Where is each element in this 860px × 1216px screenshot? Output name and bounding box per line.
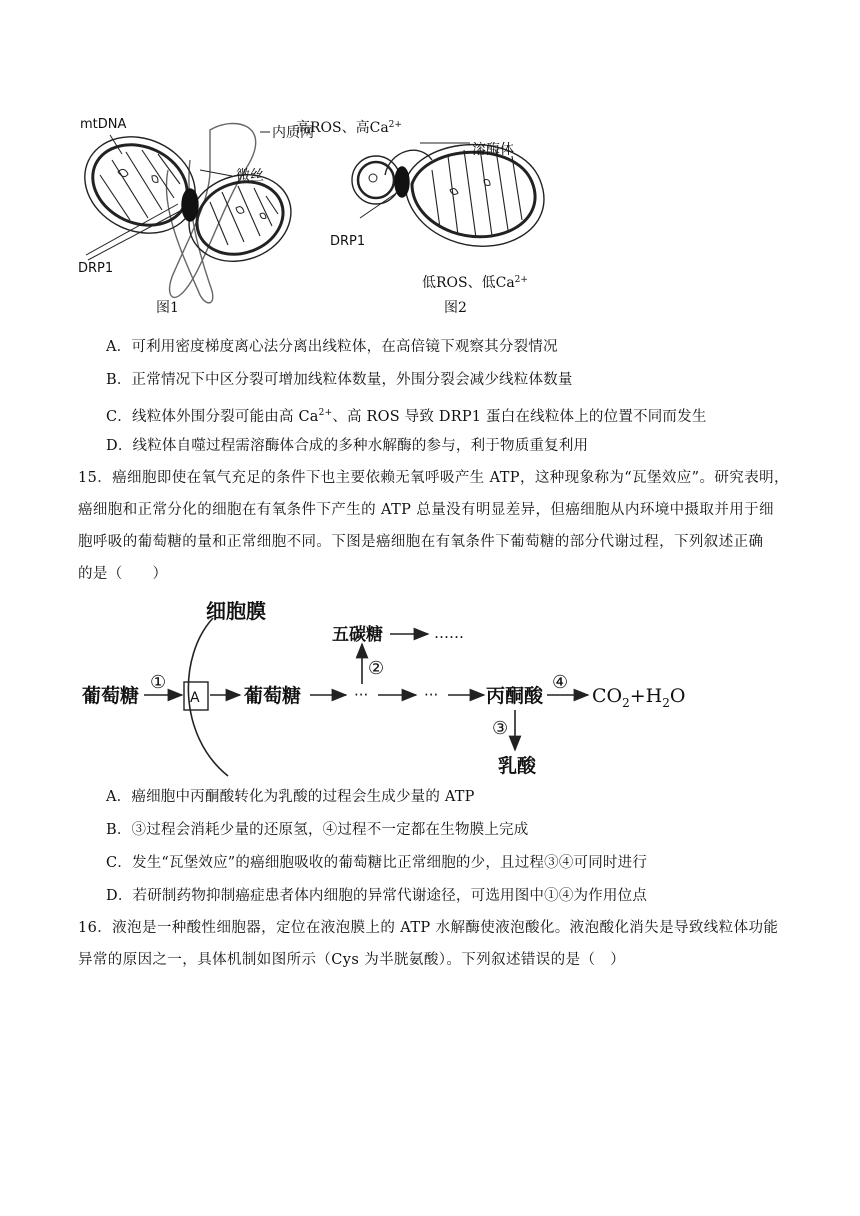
label-low-ros-ca: 低ROS、低$Ca^{2+}$ bbox=[422, 275, 528, 291]
q14-option-c bbox=[106, 403, 707, 427]
q15-stem-line: 癌细胞和正常分化的细胞在有氧条件下产生的 ATP 总量没有明显差异，但癌细胞从内环境中摄取并用于细 bbox=[78, 502, 774, 518]
q15-stem-line: 15．癌细胞即使在氧气充足的条件下也主要依赖无氧呼吸产生 ATP，这种现象称为“瓦堡效应”。研究表明， bbox=[78, 470, 789, 486]
co2-h2o-label: $CO_2+H_2O$ bbox=[592, 685, 686, 710]
q15-stem-line: 的是（ ） bbox=[78, 566, 168, 582]
q15-stem bbox=[78, 462, 789, 590]
q14-option-c-text-2: 、高 ROS 导致 DRP1 蛋白在线粒体上的位置不同而发生 bbox=[332, 408, 707, 425]
q14-option-c-text-1: C．线粒体外围分裂可能由高 Ca bbox=[106, 408, 319, 425]
q15-option-d: D．若研制药物抑制癌症患者体内细胞的异常代谢途径，可选用图中①④为作用位点 bbox=[106, 888, 648, 904]
figure-2-drawing bbox=[352, 143, 544, 246]
intermediate-dots-2: ··· bbox=[424, 686, 439, 704]
intermediate-dots-1: ··· bbox=[354, 686, 369, 704]
label-drp1-fig1: DRP1 bbox=[78, 261, 114, 276]
pentose-ellipsis: …… bbox=[434, 624, 464, 642]
label-mtdna: mtDNA bbox=[80, 117, 127, 132]
pentose-label: 五碳糖 bbox=[332, 625, 383, 645]
step-4-marker: ④ bbox=[552, 672, 569, 693]
step-1-marker: ① bbox=[150, 672, 167, 693]
intracellular-glucose-label: 葡萄糖 bbox=[244, 685, 302, 707]
q14-option-b: B．正常情况下中区分裂可增加线粒体数量，外围分裂会减少线粒体数量 bbox=[106, 372, 573, 388]
transporter-a-label: A bbox=[190, 690, 200, 706]
label-drp1-fig2: DRP1 bbox=[330, 234, 366, 249]
q14-option-c-superscript: 2+ bbox=[318, 408, 333, 418]
label-high-ros-ca: 高ROS、高$Ca^{2+}$ bbox=[296, 120, 402, 136]
label-lysosome: 溶酶体 bbox=[472, 142, 514, 158]
q14-option-d: D．线粒体自噬过程需溶酶体合成的多种水解酶的参与，利于物质重复利用 bbox=[106, 438, 589, 454]
q15-option-b: B．③过程会消耗少量的还原氢，④过程不一定都在生物膜上完成 bbox=[106, 822, 529, 838]
glucose-metabolism-diagram bbox=[78, 596, 698, 780]
pyruvate-label: 丙酮酸 bbox=[486, 685, 544, 707]
step-2-marker: ② bbox=[368, 658, 385, 679]
q15-stem-line: 胞呼吸的葡萄糖的量和正常细胞不同。下图是癌细胞在有氧条件下葡萄糖的部分代谢过程，下列叙述正确 bbox=[78, 534, 764, 550]
extracellular-glucose-label: 葡萄糖 bbox=[82, 685, 140, 707]
q16-stem-line: 异常的原因之一，具体机制如图所示（Cys 为半胱氨酸）。下列叙述错误的是（ ） bbox=[78, 952, 626, 968]
label-figure-1: 图1 bbox=[156, 300, 179, 316]
q15-option-a: A．癌细胞中丙酮酸转化为乳酸的过程会生成少量的 ATP bbox=[106, 789, 475, 805]
step-3-marker: ③ bbox=[492, 718, 509, 739]
q15-option-c: C．发生“瓦堡效应”的癌细胞吸收的葡萄糖比正常细胞的少，且过程③④可同时进行 bbox=[106, 855, 648, 871]
lactate-label: 乳酸 bbox=[498, 755, 537, 777]
label-microfilament: 微丝 bbox=[236, 168, 264, 184]
q14-option-a: A．可利用密度梯度离心法分离出线粒体，在高倍镜下观察其分裂情况 bbox=[106, 339, 558, 355]
label-endoplasmic-reticulum: 内质网 bbox=[272, 125, 314, 141]
q16-stem bbox=[78, 912, 778, 976]
q16-stem-line: 16．液泡是一种酸性细胞器，定位在液泡膜上的 ATP 水解酶使液泡酸化。液泡酸化消失是导致线粒体功能 bbox=[78, 920, 779, 936]
label-figure-2: 图2 bbox=[444, 300, 467, 316]
mitochondria-figure bbox=[60, 110, 580, 322]
cell-membrane-label: 细胞膜 bbox=[206, 599, 266, 623]
